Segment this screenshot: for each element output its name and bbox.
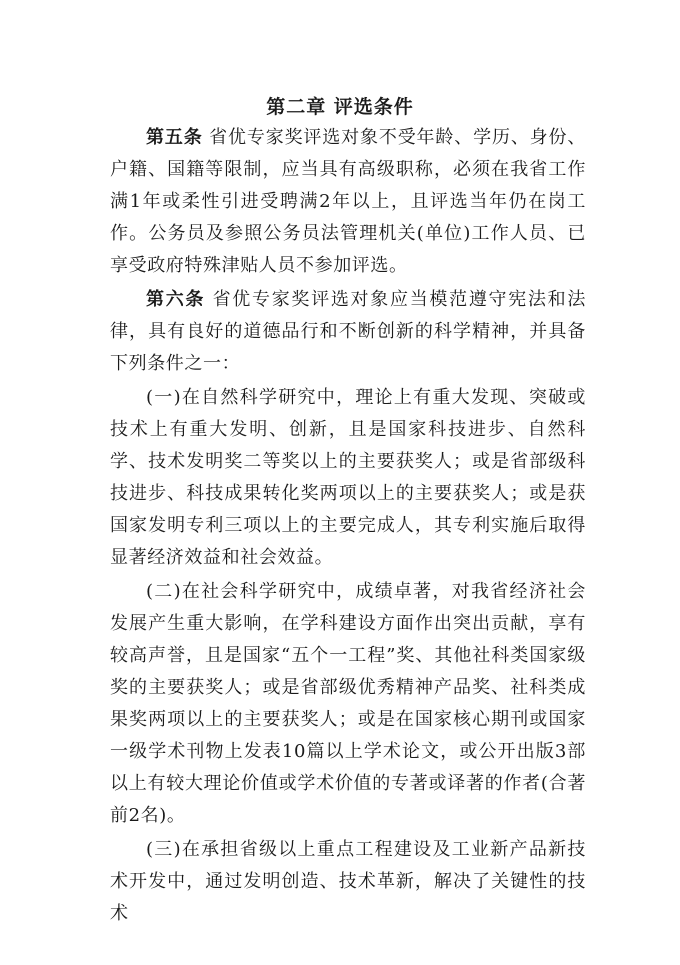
- article-6-text: 省优专家奖评选对象应当模范遵守宪法和法律，具有良好的道德品行和不断创新的科学精神，并具备下列条件之一：: [110, 289, 586, 374]
- condition-item-1: (一)在自然科学研究中，理论上有重大发现、突破或技术上有重大发明、创新，且是国家科技进步、自然科学、技术发明奖二等奖以上的主要获奖人；或是省部级科技进步、科技成果转化奖两项以上的主要获奖人；或是获国家发明专利三项以上的主要完成人，其专利实施后取得显著经济效益和社会效益。: [110, 387, 586, 568]
- article-6-label: 第六条: [146, 289, 206, 310]
- condition-item-3: (三)在承担省级以上重点工程建设及工业新产品新技术开发中，通过发明创造、技术革新，解决了关键性的技术: [110, 839, 586, 924]
- article-5-paragraph: [110, 122, 586, 282]
- document-body: [110, 122, 586, 930]
- condition-item-2: (二)在社会科学研究中，成绩卓著，对我省经济社会发展产生重大影响，在学科建设方面作出突出贡献，享有较高声誉，且是国家“五个一工程”奖、其他社科类国家级奖的主要获奖人；或是省部级优秀精神产品奖、社科类成果奖两项以上的主要获奖人；或是在国家核心期刊或国家一级学术刊物上发表10篇以上学术论文，或公开出版3部以上有较大理论价值或学术价值的专著或译著的作者(合著前2名)。: [110, 581, 586, 826]
- article-5-label: 第五条: [146, 127, 203, 148]
- article-5-text: 省优专家奖评选对象不受年龄、学历、身份、户籍、国籍等限制，应当具有高级职称，必须在我省工作满1年或柔性引进受聘满2年以上，且评选当年仍在岗工作。公务员及参照公务员法管理机关(单位)工作人员、已享受政府特殊津贴人员不参加评选。: [110, 127, 586, 276]
- article-6-paragraph: [110, 284, 586, 380]
- chapter-title: 第二章 评选条件: [266, 96, 414, 118]
